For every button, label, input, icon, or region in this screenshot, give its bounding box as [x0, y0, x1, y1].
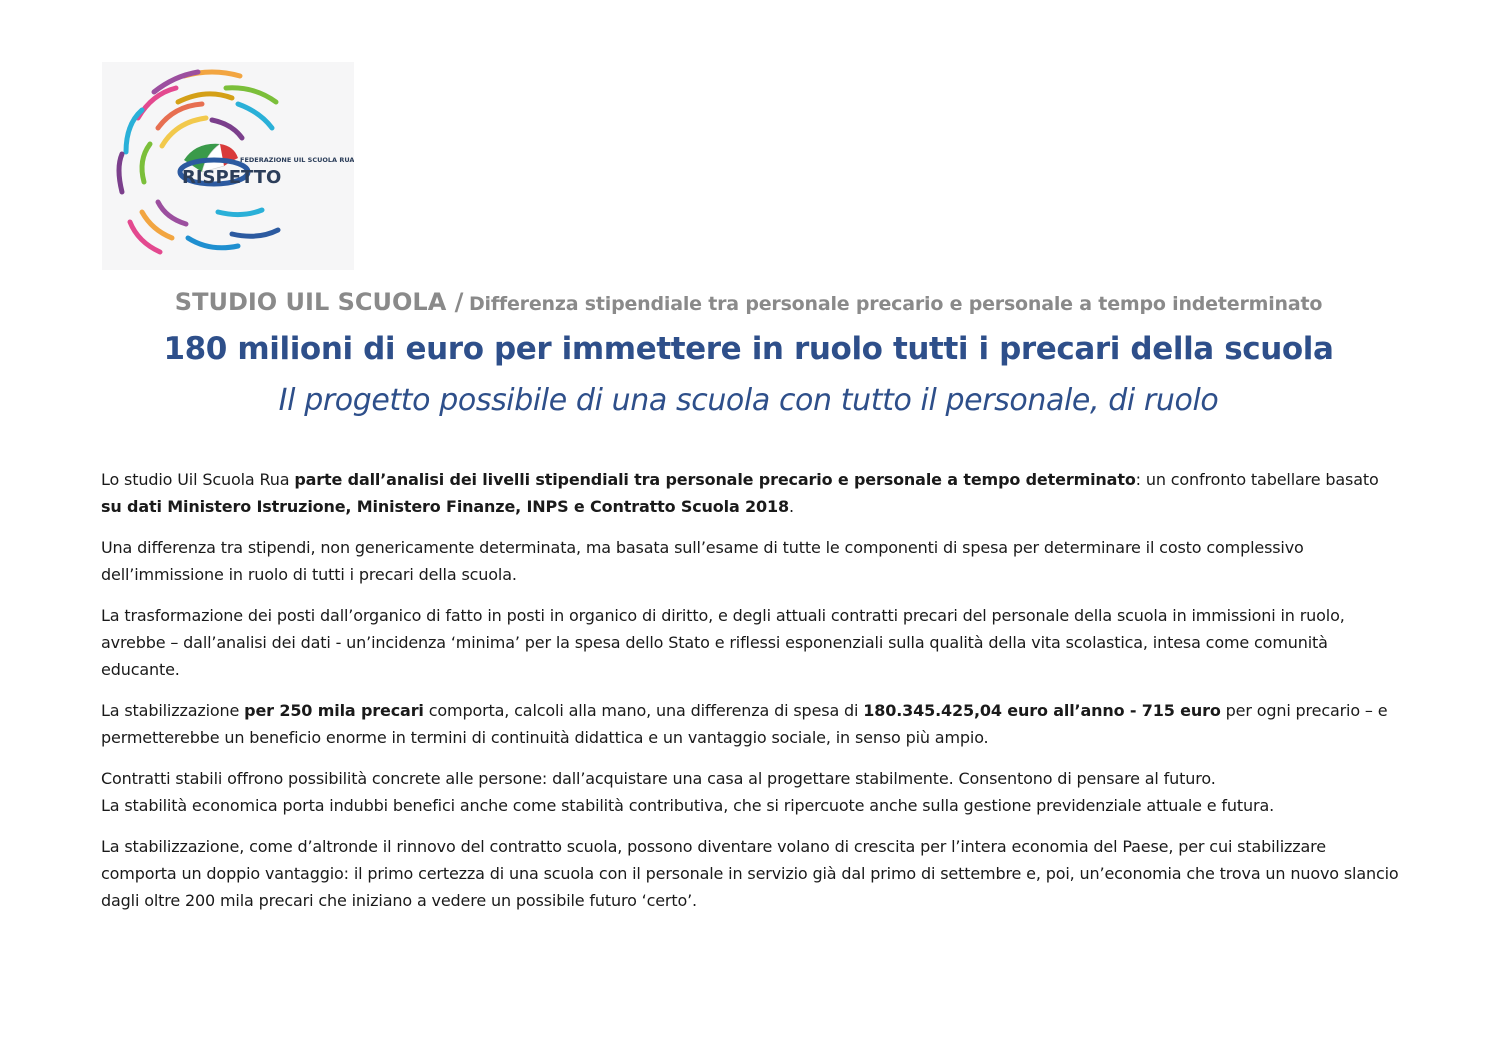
kicker-study-name: STUDIO UIL SCUOLA / — [174, 288, 464, 316]
page-subtitle: Il progetto possibile di una scuola con tutto il personale, di ruolo — [278, 383, 1219, 418]
text-run: . — [788, 497, 794, 516]
paragraph-1 — [101, 466, 1401, 520]
logo-arc — [238, 104, 272, 128]
logo-arc — [162, 118, 206, 146]
text-run: Lo studio Uil Scuola Rua — [101, 470, 295, 489]
logo-arc — [218, 210, 262, 215]
logo-arc — [119, 154, 122, 192]
logo-arc — [188, 238, 238, 248]
paragraph-4 — [101, 697, 1401, 751]
logo-arc — [232, 230, 278, 236]
logo-small-text: FEDERAZIONE UIL SCUOLA RUA — [240, 156, 354, 164]
text-run-bold: su dati Ministero Istruzione, Ministero Finanze, INPS e Contratto Scuola 2018 — [101, 497, 789, 516]
logo-arc — [158, 202, 186, 224]
text-line: Contratti stabili offrono possibilità concrete alle persone: dall’acquistare una casa al progettare stabilmente. Consentono di pensare al futuro. — [101, 769, 1216, 788]
logo-arc — [178, 94, 232, 102]
paragraph-2: Una differenza tra stipendi, non genericamente determinata, ma basata sull’esame di tutte le componenti di spesa per determinare il costo complessivo dell’immissione in ruolo di tutti i precari della scuola. — [101, 538, 1304, 584]
text-run-bold: parte dall’analisi dei livelli stipendiali tra personale precario e personale a tempo determinato — [294, 470, 1136, 489]
logo-arc — [212, 120, 242, 138]
page-title: 180 milioni di euro per immettere in ruolo tutti i precari della scuola — [163, 331, 1334, 367]
text-line: La stabilità economica porta indubbi benefici anche come stabilità contributiva, che si ripercuote anche sulla gestione previdenziale attuale e futura. — [101, 796, 1275, 815]
text-run-bold: per 250 mila precari — [244, 701, 424, 720]
paragraph-6: La stabilizzazione, come d’altronde il rinnovo del contratto scuola, possono diventare volano di crescita per l’intera economia del Paese, per cui stabilizzare comporta un doppio vantaggio: il primo certezza di una scuola con il personale in servizio già dal primo di settembre e, poi, un’economia che trova un nuovo slancio dagli oltre 200 mila precari che iniziano a vedere un possibile futuro ‘certo’. — [101, 837, 1399, 910]
text-run: La stabilizzazione — [101, 701, 245, 720]
text-run: comporta, calcoli alla mano, una differenza di spesa di — [423, 701, 864, 720]
kicker-topic: Differenza stipendiale tra personale precario e personale a tempo indeterminato — [468, 293, 1323, 315]
logo-arc — [142, 144, 150, 182]
kicker — [0, 288, 1497, 316]
logo-brand-text: RISPETTO — [182, 167, 282, 188]
rispetto-logo — [102, 62, 354, 270]
text-run: per ogni precario – e permetterebbe un beneficio enorme in termini di continuità didattica e un vantaggio sociale, in senso più ampio. — [101, 701, 1388, 747]
paragraph-3: La trasformazione dei posti dall’organico di fatto in posti in organico di diritto, e degli attuali contratti precari del personale della scuola in immissioni in ruolo, avrebbe – dall’analisi dei dati - un’incidenza ‘minima’ per la spesa dello Stato e riflessi esponenziali sulla qualità della vita scolastica, intesa come comunità educante. — [101, 606, 1345, 679]
article-body — [101, 466, 1401, 928]
text-run-bold: 180.345.425,04 euro all’anno - 715 euro — [863, 701, 1221, 720]
rispetto-logo-mark — [102, 62, 354, 270]
text-run: : un confronto tabellare basato — [1135, 470, 1379, 489]
paragraph-5 — [101, 765, 1401, 819]
